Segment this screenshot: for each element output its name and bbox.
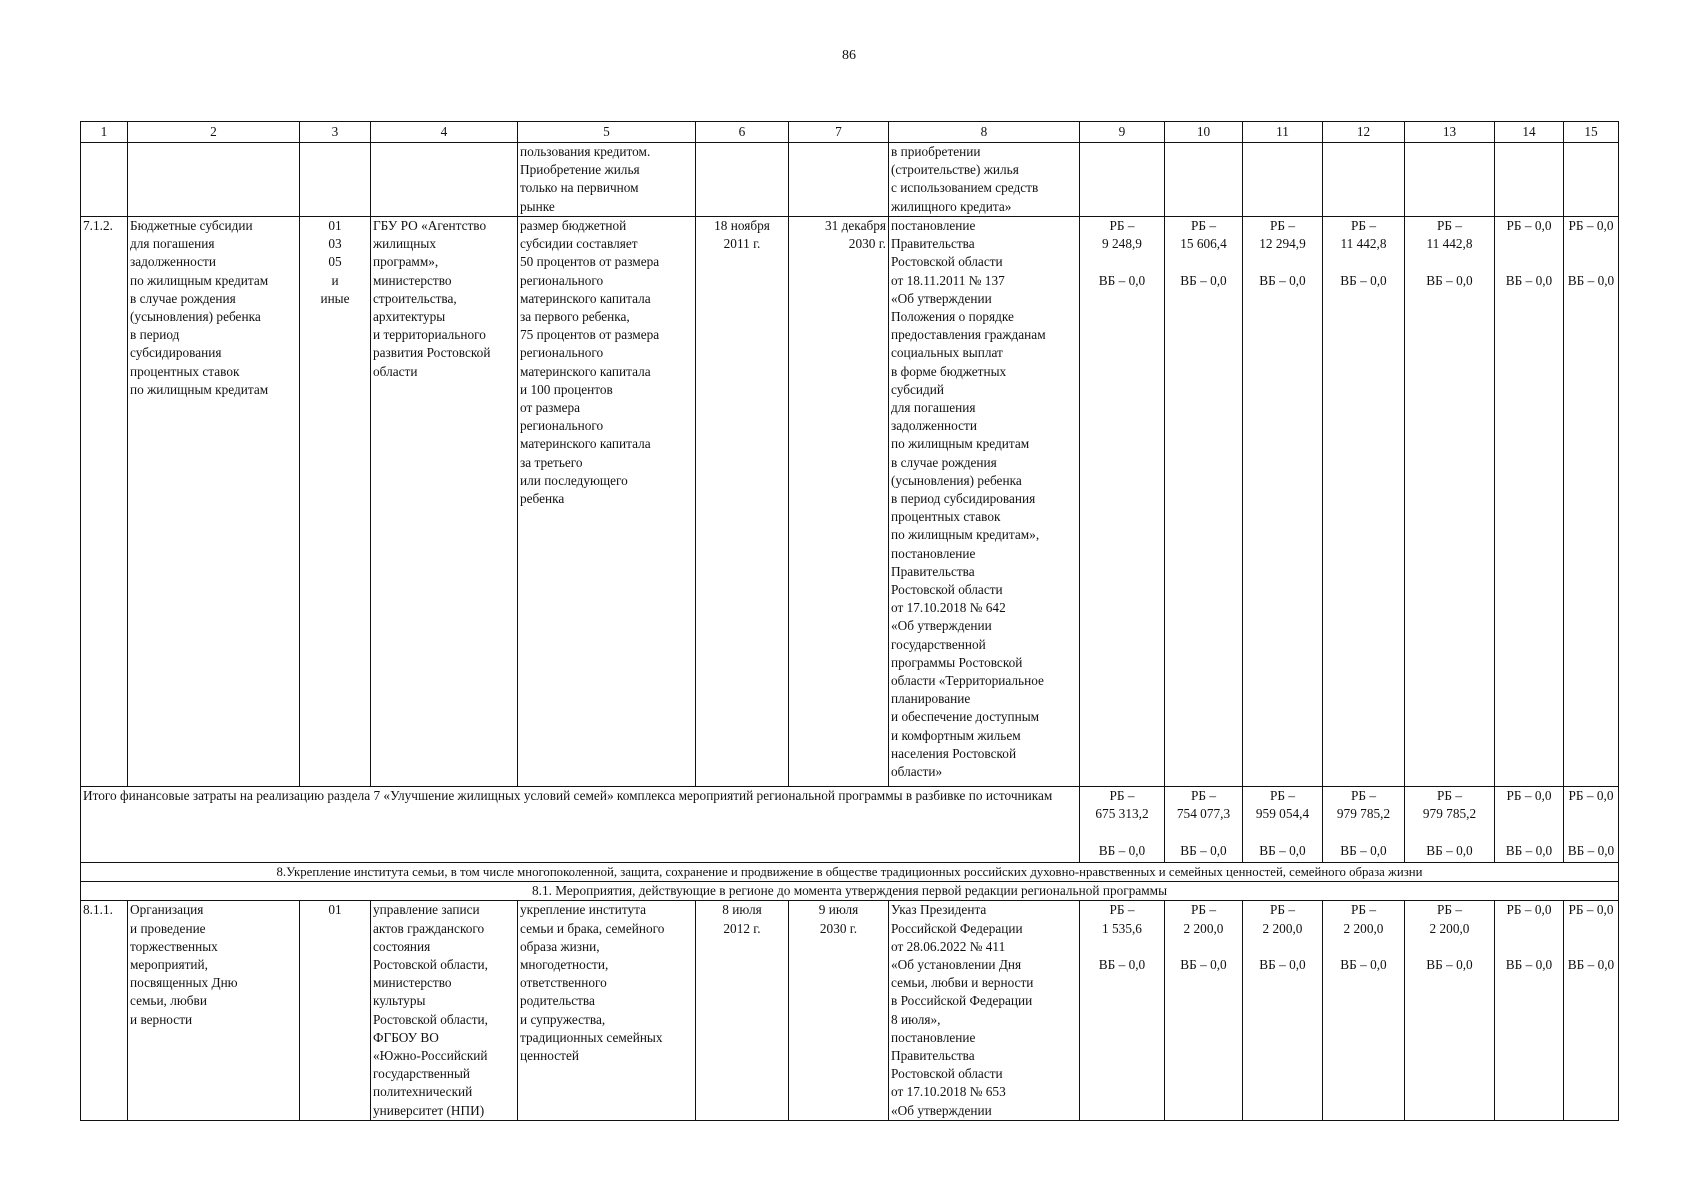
total-label: Итого финансовые затраты на реализацию раздела 7 «Улучшение жилищных условий семей» комплекса мероприятий региональной программы в разбивке по источникам (81, 787, 1080, 863)
funding-col-10: РБ – 15 606,4 ВБ – 0,0 (1165, 217, 1243, 787)
funding-col-15: РБ – 0,0 ВБ – 0,0 (1564, 217, 1619, 787)
funding-col-14: РБ – 0,0 ВБ – 0,0 (1495, 217, 1564, 787)
funding-col-9: РБ – 9 248,9 ВБ – 0,0 (1080, 217, 1165, 787)
col-header-5: 5 (518, 122, 696, 143)
continuation-legal-cell: в приобретении (строительстве) жилья с использованием средств жилищного кредита» (889, 143, 1080, 217)
col-header-9: 9 (1080, 122, 1165, 143)
total-col-15: РБ – 0,0 ВБ – 0,0 (1564, 787, 1619, 863)
item-legal-basis: Указ Президента Российской Федерации от 28.06.2022 № 411 «Об установлении Дня семьи, любви и верности в Российской Федерации 8 июля», постановление Правительства Ростовской области от 17.10.2018 № 653 «Об утверждении (889, 901, 1080, 1120)
total-col-11: РБ – 959 054,4 ВБ – 0,0 (1243, 787, 1323, 863)
col-header-11: 11 (1243, 122, 1323, 143)
item-end-date: 31 декабря 2030 г. (789, 217, 889, 787)
col-header-7: 7 (789, 122, 889, 143)
item-executor: ГБУ РО «Агентство жилищных программ», министерство строительства, архитектуры и территориального развития Ростовской области (371, 217, 518, 787)
total-col-9: РБ – 675 313,2 ВБ – 0,0 (1080, 787, 1165, 863)
funding-col-10: РБ – 2 200,0 ВБ – 0,0 (1165, 901, 1243, 1120)
funding-col-9: РБ – 1 535,6 ВБ – 0,0 (1080, 901, 1165, 1120)
total-row (81, 787, 1619, 863)
subsection-8-1-heading-row (81, 882, 1619, 901)
program-table (80, 121, 1619, 1121)
item-start-date: 18 ноября 2011 г. (696, 217, 789, 787)
total-col-13: РБ – 979 785,2 ВБ – 0,0 (1405, 787, 1495, 863)
funding-col-13: РБ – 2 200,0 ВБ – 0,0 (1405, 901, 1495, 1120)
continuation-result-cell: пользования кредитом. Приобретение жилья только на первичном рынке (518, 143, 696, 217)
funding-col-12: РБ – 11 442,8 ВБ – 0,0 (1323, 217, 1405, 787)
col-header-8: 8 (889, 122, 1080, 143)
item-codes: 01 03 05 и иные (300, 217, 371, 787)
continuation-row (81, 143, 1619, 217)
table-row-8-1-1 (81, 901, 1619, 1120)
funding-col-14: РБ – 0,0 ВБ – 0,0 (1495, 901, 1564, 1120)
total-col-12: РБ – 979 785,2 ВБ – 0,0 (1323, 787, 1405, 863)
col-header-1: 1 (81, 122, 128, 143)
item-codes: 01 (300, 901, 371, 1120)
item-result: размер бюджетной субсидии составляет 50 процентов от размера регионального материнского капитала за первого ребенка, 75 процентов от размера регионального материнского капитала и 100 процентов от размера регионального материнского капитала за третьего или последующего ребенка (518, 217, 696, 787)
item-legal-basis: постановление Правительства Ростовской области от 18.11.2011 № 137 «Об утверждении Положения о порядке предоставления гражданам социальных выплат в форме бюджетных субсидий для погашения задолженности по жилищным кредитам в случае рождения (усыновления) ребенка в период субсидирования процентных ставок по жилищным кредитам», постановление Правительства Ростовской области от 17.10.2018 № 642 «Об утверждении государственной программы Ростовской области «Территориальное планирование и обеспечение доступным и комфортным жильем населения Ростовской области» (889, 217, 1080, 787)
page-number: 86 (842, 48, 856, 63)
section-8-heading-row (81, 863, 1619, 882)
item-name: Бюджетные субсидии для погашения задолженности по жилищным кредитам в случае рождения (усыновления) ребенка в период субсидирования процентных ставок по жилищным кредитам (128, 217, 300, 787)
subsection-8-1-title: 8.1. Мероприятия, действующие в регионе до момента утверждения первой редакции региональной программы (81, 882, 1619, 901)
funding-col-15: РБ – 0,0 ВБ – 0,0 (1564, 901, 1619, 1120)
item-name: Организация и проведение торжественных мероприятий, посвященных Дню семьи, любви и верности (128, 901, 300, 1120)
section-8-title: 8.Укрепление института семьи, в том числе многопоколенной, защита, сохранение и продвижение в обществе традиционных российских духовно-нравственных и семейных ценностей, семейного образа жизни (81, 863, 1619, 882)
funding-col-12: РБ – 2 200,0 ВБ – 0,0 (1323, 901, 1405, 1120)
item-start-date: 8 июля 2012 г. (696, 901, 789, 1120)
col-header-2: 2 (128, 122, 300, 143)
funding-col-11: РБ – 12 294,9 ВБ – 0,0 (1243, 217, 1323, 787)
total-col-14: РБ – 0,0 ВБ – 0,0 (1495, 787, 1564, 863)
col-header-13: 13 (1405, 122, 1495, 143)
table-row-7-1-2 (81, 217, 1619, 787)
col-header-4: 4 (371, 122, 518, 143)
col-header-14: 14 (1495, 122, 1564, 143)
col-header-15: 15 (1564, 122, 1619, 143)
total-col-10: РБ – 754 077,3 ВБ – 0,0 (1165, 787, 1243, 863)
col-header-10: 10 (1165, 122, 1243, 143)
item-executor: управление записи актов гражданского состояния Ростовской области, министерство культуры Ростовской области, ФГБОУ ВО «Южно-Российский государственный политехнический университет (НПИ) (371, 901, 518, 1120)
col-header-6: 6 (696, 122, 789, 143)
item-number: 8.1.1. (81, 901, 128, 1120)
col-header-12: 12 (1323, 122, 1405, 143)
funding-col-13: РБ – 11 442,8 ВБ – 0,0 (1405, 217, 1495, 787)
column-number-row (81, 122, 1619, 143)
item-number: 7.1.2. (81, 217, 128, 787)
funding-col-11: РБ – 2 200,0 ВБ – 0,0 (1243, 901, 1323, 1120)
item-end-date: 9 июля 2030 г. (789, 901, 889, 1120)
item-result: укрепление института семьи и брака, семейного образа жизни, многодетности, ответственного родительства и супружества, традиционных семейных ценностей (518, 901, 696, 1120)
col-header-3: 3 (300, 122, 371, 143)
